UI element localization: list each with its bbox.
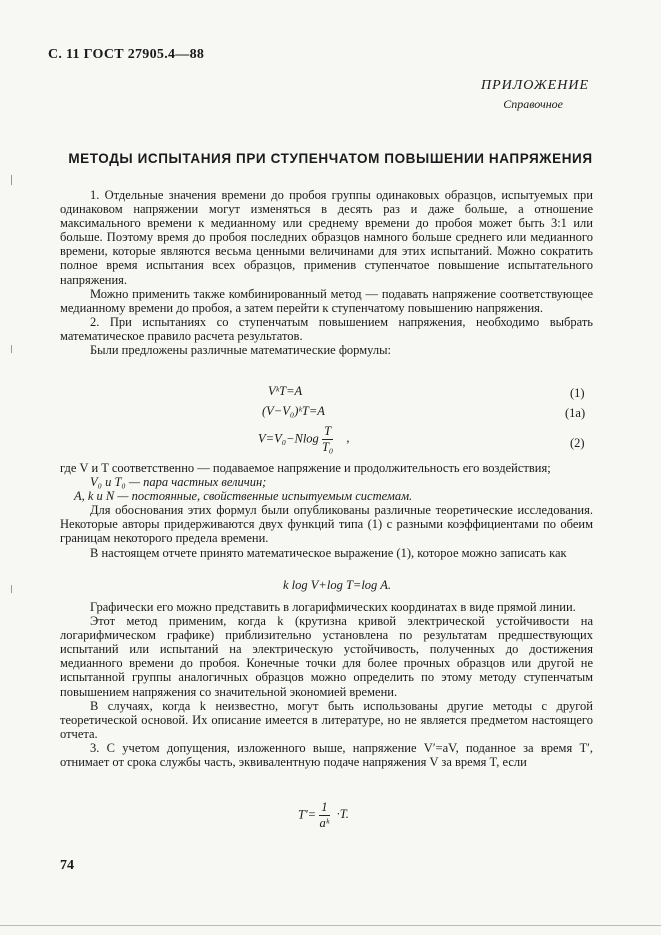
fraction-numerator: 1: [321, 800, 328, 814]
equation-1a: (V−V₀)ᵏT=A: [262, 404, 325, 418]
scan-mark: [11, 345, 12, 353]
page-header: С. 11 ГОСТ 27905.4—88: [48, 47, 205, 62]
paragraph: Можно применить также комбинированный метод — подавать напряжение соответствующее медианному времени до пробоя, а затем перейти к ступенчатому повышению напряжения.: [60, 286, 593, 315]
body-block-2: [60, 461, 593, 560]
scan-edge-line: [0, 925, 661, 926]
equation-2-number: (2): [570, 436, 585, 450]
scan-mark: [11, 585, 12, 593]
equation-1: VᵏT=A: [268, 384, 303, 398]
equation-2-lhs: V=V₀−Nlog: [258, 431, 319, 446]
body-block-3: [60, 600, 593, 769]
paragraph: где V и T соответственно — подаваемое напряжение и продолжительность его воздействия;: [60, 461, 551, 475]
paragraph: 1. Отдельные значения времени до пробоя группы одинаковых образцов, испытуемых при одинаковом напряжении могут изменяться в десять раз и даже больше, а отношение максимального времени к медианному или среднему времени до пробоя может быть 3:1 или больше. Поэтому время до пробоя последних образцов намного больше среднего или медианного времени, которые являются весьма ценными величинами для этих испытаний. Можно сократить полное время испытания всех образцов, применив ступенчатое повышение испытательного напряжения.: [60, 188, 593, 287]
equation-1-number: (1): [570, 386, 585, 400]
paragraph: Графически его можно представить в логарифмических координатах в виде прямой линии.: [90, 600, 576, 614]
paragraph: A, k и N — постоянные, свойственные испытуемым системам.: [74, 489, 413, 504]
body-block-1: [60, 188, 593, 357]
paragraph: Были предложены различные математические формулы:: [90, 343, 391, 358]
paragraph: 2. При испытаниях со ступенчатым повышением напряжения, необходимо выбрать математическое правило расчета результатов.: [60, 314, 593, 343]
paragraph: В случаях, когда k неизвестно, могут быть использованы другие методы с другой теоретической основой. Их описание имеется в литературе, но не является предметом настоящего отчета.: [60, 698, 593, 741]
equation-3: k log V+log T=log A.: [283, 578, 391, 592]
fraction-denominator: aᵏ: [319, 816, 330, 830]
equation-4: [298, 800, 349, 831]
paragraph: Этот метод применим, когда k (крутизна кривой электрической устойчивости на логарифмическом графике) приблизительно установлена по результатам предшествующих испытаний или испытаний на электрическую устойчивость, полученных до достижения медианного времени до пробоя. Конечные точки для более прочных образцов или другой не испытанной группы аналогичных образцов можно определить по этому методу ступенчатым повышением напряжения со значительной экономией времени.: [60, 614, 593, 699]
fraction-numerator: T: [322, 424, 333, 440]
equation-2-tail: ,: [346, 431, 350, 446]
paragraph: V₀ и T₀ — пара частных величин;: [90, 475, 267, 490]
equation-1a-number: (1а): [565, 406, 586, 420]
appendix-label: ПРИЛОЖЕНИЕ: [481, 78, 589, 93]
equation-2: [258, 424, 350, 455]
page-number: 74: [60, 858, 74, 873]
appendix-kind: Справочное: [503, 97, 563, 111]
paragraph: Для обоснования этих формул были опубликованы различные теоретические исследования. Некоторые авторы придерживаются двух функций типа (1) с разными коэффициентами по обеим границам некоторого предела времени.: [60, 503, 593, 546]
paragraph: 3. С учетом допущения, изложенного выше, напряжение V′=aV, поданное за время T′, отнимает от срока службы часть, эквивалентную подаче напряжения V за время T, если: [60, 740, 593, 770]
paragraph: В настоящем отчете принято математическое выражение (1), которое можно записать как: [90, 545, 567, 560]
section-title: МЕТОДЫ ИСПЫТАНИЯ ПРИ СТУПЕНЧАТОМ ПОВЫШЕНИИ НАПРЯЖЕНИЯ: [68, 151, 593, 166]
scan-mark: [11, 175, 12, 185]
fraction-denominator: T₀: [321, 440, 334, 454]
equation-2-fraction: [322, 424, 333, 455]
equation-4-lhs: T′=: [298, 807, 317, 822]
equation-4-fraction: [319, 800, 329, 831]
equation-4-tail: ·T.: [336, 807, 349, 822]
